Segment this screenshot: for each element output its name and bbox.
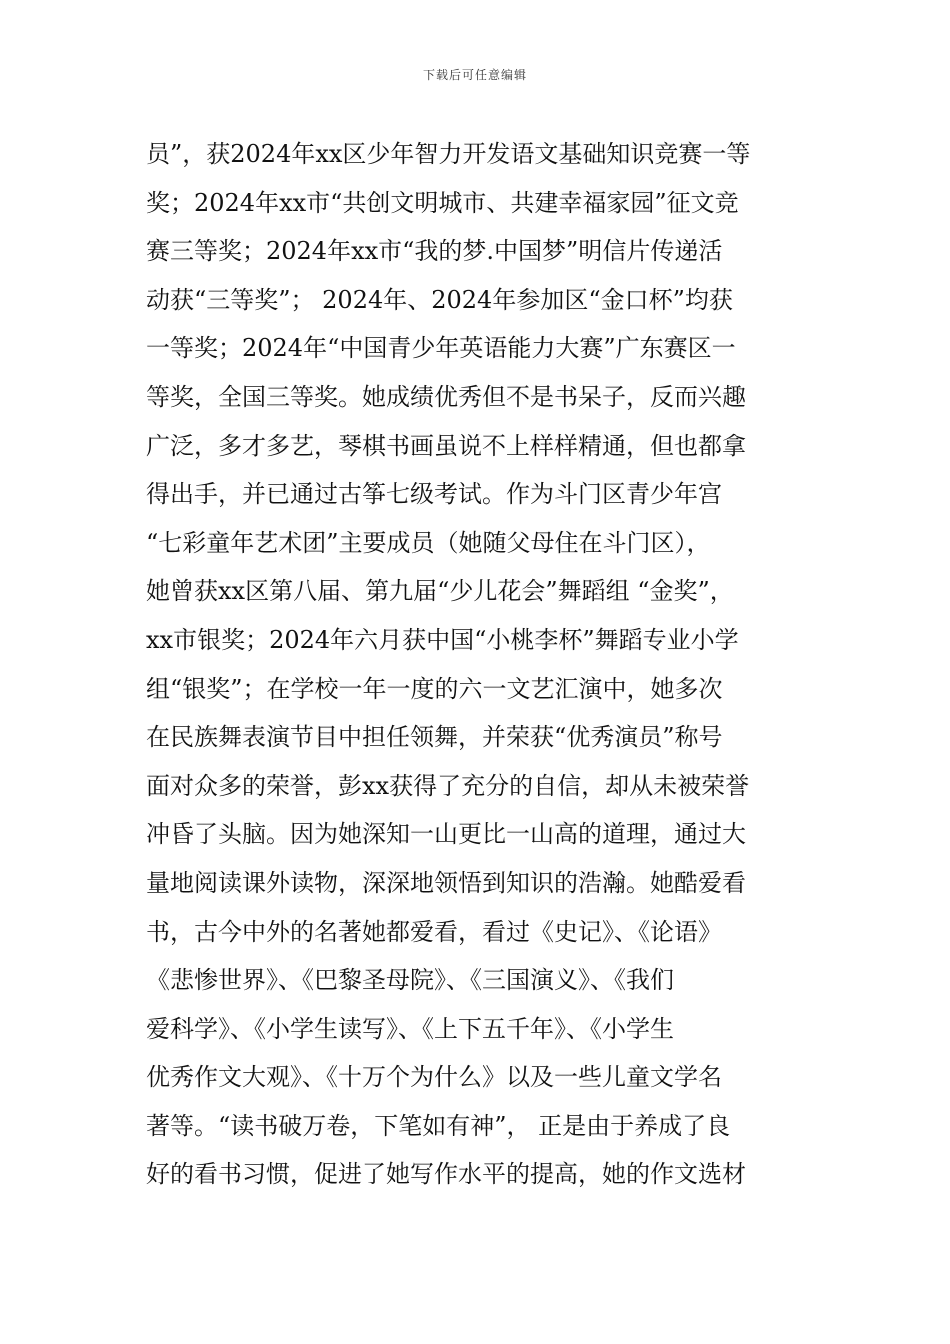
body-text [146, 130, 836, 1199]
text-line: 著等。“读书破万卷，下笔如有神”， 正是由于养成了良 [146, 1111, 731, 1140]
text-line: 量地阅读课外读物，深深地领悟到知识的浩瀚。她酷爱看 [146, 868, 746, 897]
text-line: 优秀作文大观》、《十万个为什么》以及一些儿童文学名 [146, 1063, 722, 1092]
text-line: 动获“三等奖”； 2024年、2024年参加区“金口杯”均获 [146, 285, 733, 314]
text-line: 一等奖；2024年“中国青少年英语能力大赛”广东赛区一 [146, 334, 736, 363]
text-line: 爱科学》、《小学生读写》、《上下五千年》、《小学生 [146, 1014, 674, 1043]
page-header: 下载后可任意编辑 [422, 68, 527, 82]
text-line: 在民族舞表演节目中担任领舞，并荣获“优秀演员”称号 [146, 723, 723, 752]
text-line: 好的看书习惯，促进了她写作水平的提高，她的作文选材 [146, 1160, 746, 1189]
text-line: 得出手，并已通过古筝七级考试。作为斗门区青少年宫 [146, 480, 722, 509]
text-line: 奖；2024年xx市“共创文明城市、共建幸福家园”征文竞 [146, 188, 739, 217]
text-line: 冲昏了头脑。因为她深知一山更比一山高的道理，通过大 [146, 820, 746, 849]
text-line: 员”，获2024年xx区少年智力开发语文基础知识竞赛一等 [146, 140, 751, 168]
text-line: 面对众多的荣誉，彭xx获得了充分的自信，却从未被荣誉 [146, 771, 750, 800]
text-line: 书，古今中外的名著她都爱看，看过《史记》、《论语》 [146, 917, 722, 946]
text-line: 广泛，多才多艺，琴棋书画虽说不上样样精通，但也都拿 [146, 431, 746, 460]
text-line: 组“银奖”；在学校一年一度的六一文艺汇演中，她多次 [146, 674, 723, 703]
text-line: 等奖，全国三等奖。她成绩优秀但不是书呆子，反而兴趣 [146, 382, 746, 411]
text-line: 《悲惨世界》、《巴黎圣母院》、《三国演义》、《我们 [146, 966, 674, 995]
text-line: 她曾获xx区第八届、第九届“少儿花会”舞蹈组 “金奖”， [146, 577, 734, 606]
text-line: “七彩童年艺术团”主要成员（她随父母住在斗门区）， [146, 528, 711, 557]
text-line: 赛三等奖；2024年xx市“我的梦.中国梦”明信片传递活 [146, 237, 723, 266]
text-line: xx市银奖；2024年六月获中国“小桃李杯”舞蹈专业小学 [146, 625, 739, 654]
